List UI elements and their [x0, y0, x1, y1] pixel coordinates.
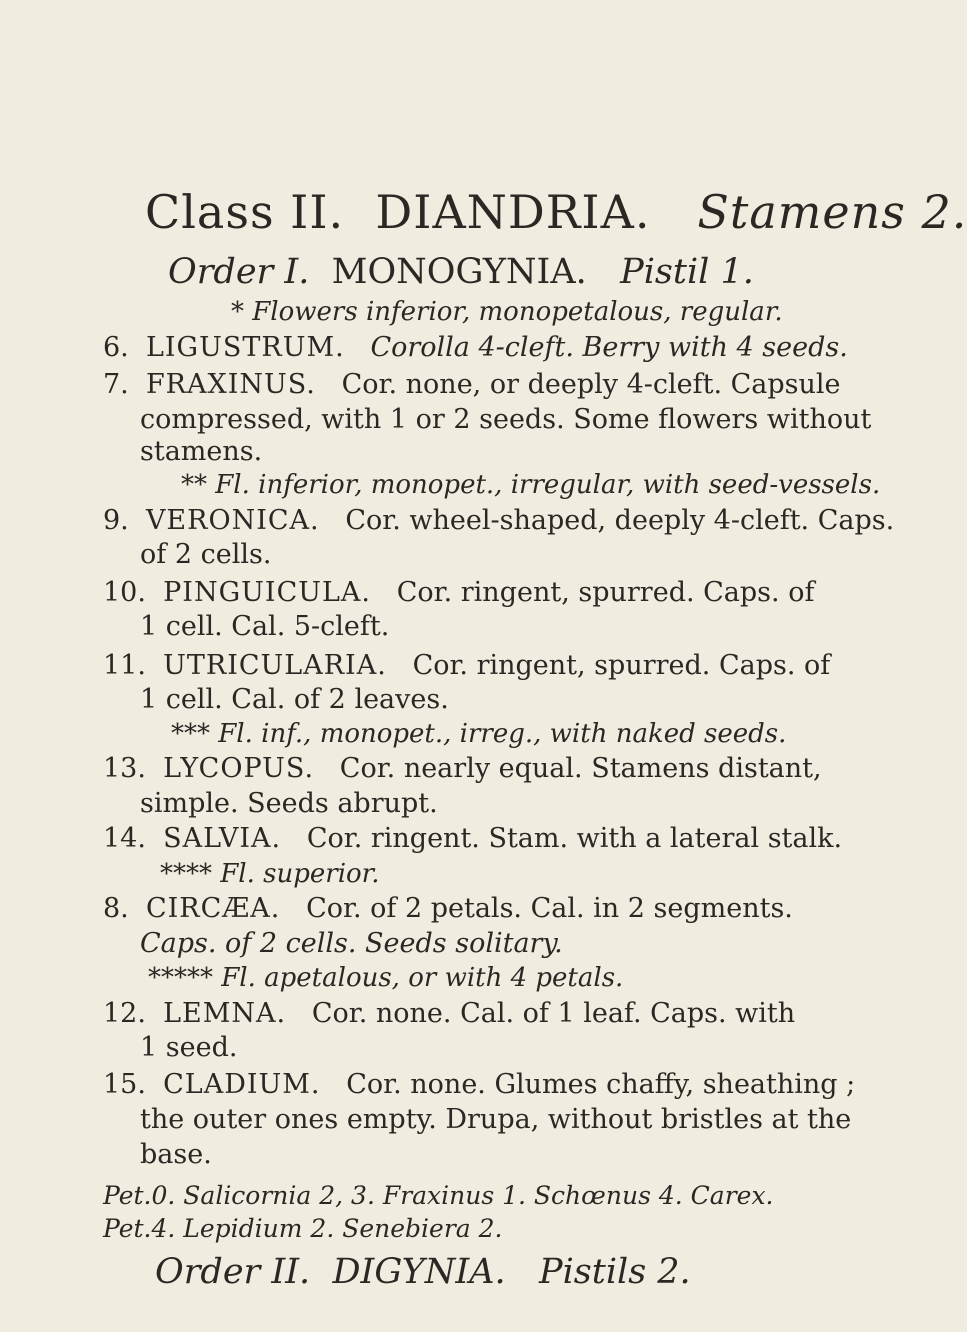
group-heading: ** Fl. inferior, monopet., irregular, with seed-vessels. [181, 470, 881, 500]
genus-description: Cor. nearly equal. Stamens distant, [339, 753, 822, 784]
genus-description: Cor. none, or deeply 4-cleft. Capsule [341, 369, 841, 400]
entry-continuation: 1 seed. [140, 1032, 238, 1063]
entry-number: 15. [103, 1069, 146, 1100]
genus-name: UTRICULARIA. [163, 650, 387, 681]
genus-name: LIGUSTRUM. [145, 332, 345, 363]
order-label: Order II. [155, 1252, 311, 1292]
entry-number: 6. [103, 332, 129, 363]
genus-description: Cor. of 2 petals. Cal. in 2 segments. [306, 893, 793, 924]
entry-continuation: of 2 cells. [140, 539, 272, 570]
genus-entry [103, 369, 841, 400]
genus-entry [103, 998, 795, 1029]
genus-description: Cor. wheel-shaped, deeply 4-cleft. Caps. [345, 505, 895, 536]
entry-continuation: 1 cell. Cal. 5-cleft. [140, 611, 390, 642]
genus-description: Cor. ringent. Stam. with a lateral stalk. [306, 823, 843, 854]
genus-name: PINGUICULA. [163, 577, 371, 608]
entry-number: 14. [103, 823, 146, 854]
entry-continuation: the outer ones empty. Drupa, without bristles at the [140, 1104, 852, 1135]
entry-continuation: base. [140, 1139, 212, 1170]
class-label: Class II. [145, 185, 345, 239]
order-heading [155, 1252, 691, 1292]
genus-description: Cor. ringent, spurred. Caps. of [396, 577, 815, 608]
genus-description: Cor. none. Cal. of 1 leaf. Caps. with [311, 998, 796, 1029]
entry-number: 7. [103, 369, 129, 400]
order-name: DIGYNIA. [332, 1252, 506, 1292]
pistil-count: Pistil 1. [620, 252, 754, 292]
entry-number: 12. [103, 998, 146, 1029]
class-name: DIANDRIA. [375, 185, 651, 239]
group-heading: * Flowers inferior, monopetalous, regular. [231, 297, 783, 327]
genus-entry [103, 823, 842, 854]
order-name: MONOGYNIA. [331, 252, 587, 292]
stamens-count: Stamens 2. [697, 185, 967, 239]
genus-description: Cor. none. Glumes chaffy, sheathing ; [346, 1069, 856, 1100]
genus-description: Cor. ringent, spurred. Caps. of [412, 650, 831, 681]
order-heading [168, 252, 754, 292]
entry-number: 9. [103, 505, 129, 536]
order-label: Order I. [168, 252, 310, 292]
genus-entry [103, 650, 830, 681]
group-heading: **** Fl. superior. [160, 859, 380, 889]
genus-entry [103, 332, 848, 363]
entry-continuation: Caps. of 2 cells. Seeds solitary. [140, 928, 563, 959]
genus-entry [103, 505, 894, 536]
genus-name: LYCOPUS. [163, 753, 315, 784]
entry-number: 10. [103, 577, 146, 608]
genus-entry [103, 893, 793, 924]
entry-continuation: stamens. [140, 436, 263, 467]
petal-note: Pet.4. Lepidium 2. Senebiera 2. [103, 1214, 503, 1243]
group-heading: *** Fl. inf., monopet., irreg., with naked seeds. [171, 719, 787, 749]
petal-note: Pet.0. Salicornia 2, 3. Fraxinus 1. Schœnus 4. Carex. [103, 1181, 774, 1210]
entry-continuation: simple. Seeds abrupt. [140, 788, 438, 819]
class-heading [145, 185, 967, 239]
genus-entry [103, 1069, 855, 1100]
genus-entry [103, 753, 822, 784]
entry-continuation: compressed, with 1 or 2 seeds. Some flowers without [140, 404, 872, 435]
genus-entry [103, 577, 814, 608]
entry-number: 11. [103, 650, 146, 681]
genus-name: CIRCÆA. [145, 893, 281, 924]
entry-continuation: 1 cell. Cal. of 2 leaves. [140, 684, 449, 715]
entry-number: 13. [103, 753, 146, 784]
entry-number: 8. [103, 893, 129, 924]
genus-description: Corolla 4-cleft. Berry with 4 seeds. [370, 332, 848, 363]
genus-name: FRAXINUS. [145, 369, 316, 400]
pistils-count: Pistils 2. [539, 1252, 691, 1292]
genus-name: LEMNA. [163, 998, 287, 1029]
group-heading: ***** Fl. apetalous, or with 4 petals. [148, 963, 624, 993]
genus-name: CLADIUM. [163, 1069, 321, 1100]
genus-name: SALVIA. [163, 823, 282, 854]
genus-name: VERONICA. [145, 505, 320, 536]
